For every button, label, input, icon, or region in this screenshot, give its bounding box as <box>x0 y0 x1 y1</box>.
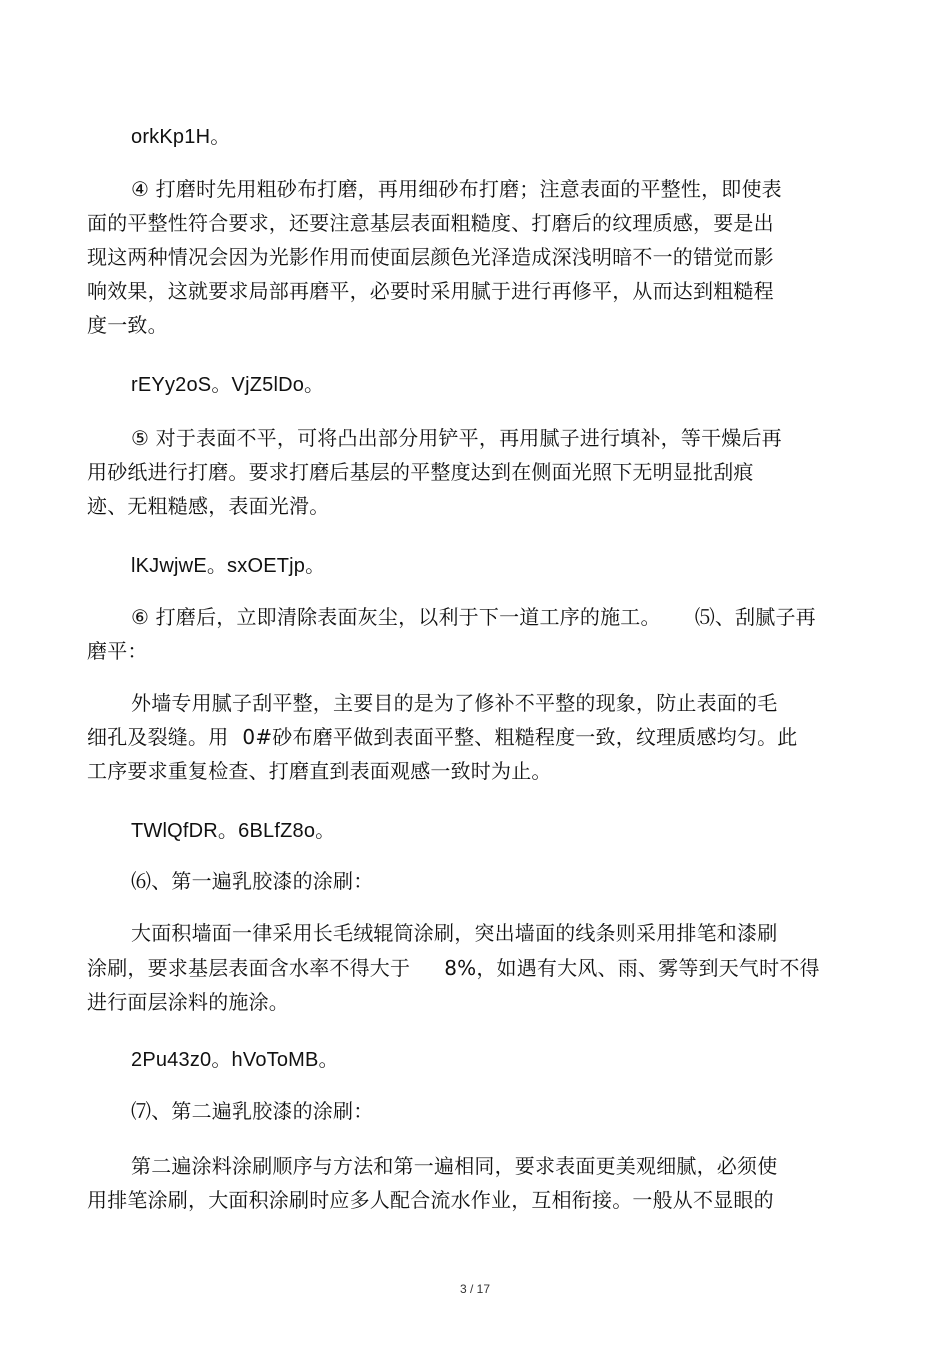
paragraph-4-line-3: 现这两种情况会因为光影作用而使面层颜色光泽造成深浅明暗不一的错觉而影 <box>87 245 774 269</box>
paragraph-5-line-1: ⑤ 对于表面不平，可将凸出部分用铲平，再用腻子进行填补，等干燥后再 <box>131 426 782 450</box>
section-5-heading: ⑸、刮腻子再 <box>694 605 816 629</box>
code-line-4: TWlQfDR。6BLfZ8o。 <box>131 820 336 842</box>
paragraph-4-line-5: 度一致。 <box>87 313 168 337</box>
paragraph-5-line-2: 用砂纸进行打磨。要求打磨后基层的平整度达到在侧面光照下无明显批刮痕 <box>87 460 754 484</box>
paragraph-7-line-1: 外墙专用腻子刮平整，主要目的是为了修补不平整的现象，防止表面的毛 <box>131 691 778 715</box>
paragraph-9-line-2: 用排笔涂刷，大面积涂刷时应多人配合流水作业，互相衔接。一般从不显眼的 <box>87 1188 774 1212</box>
paragraph-7-text-b: 0#砂布磨平做到表面平整、粗糙程度一致，纹理质感均匀。此 <box>242 725 798 749</box>
paragraph-8-line-3: 进行面层涂料的施涂。 <box>87 990 289 1014</box>
section-7-heading: ⑺、第二遍乳胶漆的涂刷： <box>131 1099 374 1123</box>
paragraph-8-line-1: 大面积墙面一律采用长毛绒辊筒涂刷，突出墙面的线条则采用排笔和漆刷 <box>131 921 778 945</box>
paragraph-7-text-a: 细孔及裂缝。用 <box>87 725 229 749</box>
code-line-2: rEYy2oS。VjZ5lDo。 <box>131 374 325 396</box>
section-6-heading: ⑹、第一遍乳胶漆的涂刷： <box>131 869 374 893</box>
code-line-5: 2Pu43z0。hVoToMB。 <box>131 1049 339 1071</box>
paragraph-8-line-2 <box>87 955 820 981</box>
paragraph-5-line-3: 迹、无粗糙感，表面光滑。 <box>87 494 330 518</box>
paragraph-6-text: ⑥ 打磨后，立即清除表面灰尘，以利于下一道工序的施工。 <box>131 605 661 629</box>
paragraph-4-line-2: 面的平整性符合要求，还要注意基层表面粗糙度、打磨后的纹理质感，要是出 <box>87 211 774 235</box>
paragraph-8-text-b: 8%，如遇有大风、雨、雾等到天气时不得 <box>444 956 820 980</box>
paragraph-8-text-a: 涂刷，要求基层表面含水率不得大于 <box>87 956 411 980</box>
paragraph-4-line-4: 响效果，这就要求局部再磨平，必要时采用腻于进行再修平，从而达到粗糙程 <box>87 279 774 303</box>
paragraph-7-line-2 <box>87 724 798 750</box>
page-number: 3 / 17 <box>459 1282 491 1296</box>
paragraph-9-line-1: 第二遍涂料涂刷顺序与方法和第一遍相同，要求表面更美观细腻，必须使 <box>131 1154 778 1178</box>
paragraph-6-line-1 <box>131 604 816 630</box>
paragraph-6-line-2: 磨平： <box>87 639 148 663</box>
code-line-1: orkKp1H。 <box>131 126 231 148</box>
paragraph-7-line-3: 工序要求重复检查、打磨直到表面观感一致时为止。 <box>87 759 552 783</box>
paragraph-4-line-1: ④ 打磨时先用粗砂布打磨，再用细砂布打磨；注意表面的平整性，即使表 <box>131 177 782 201</box>
code-line-3: lKJwjwE。sxOETjp。 <box>131 555 326 577</box>
